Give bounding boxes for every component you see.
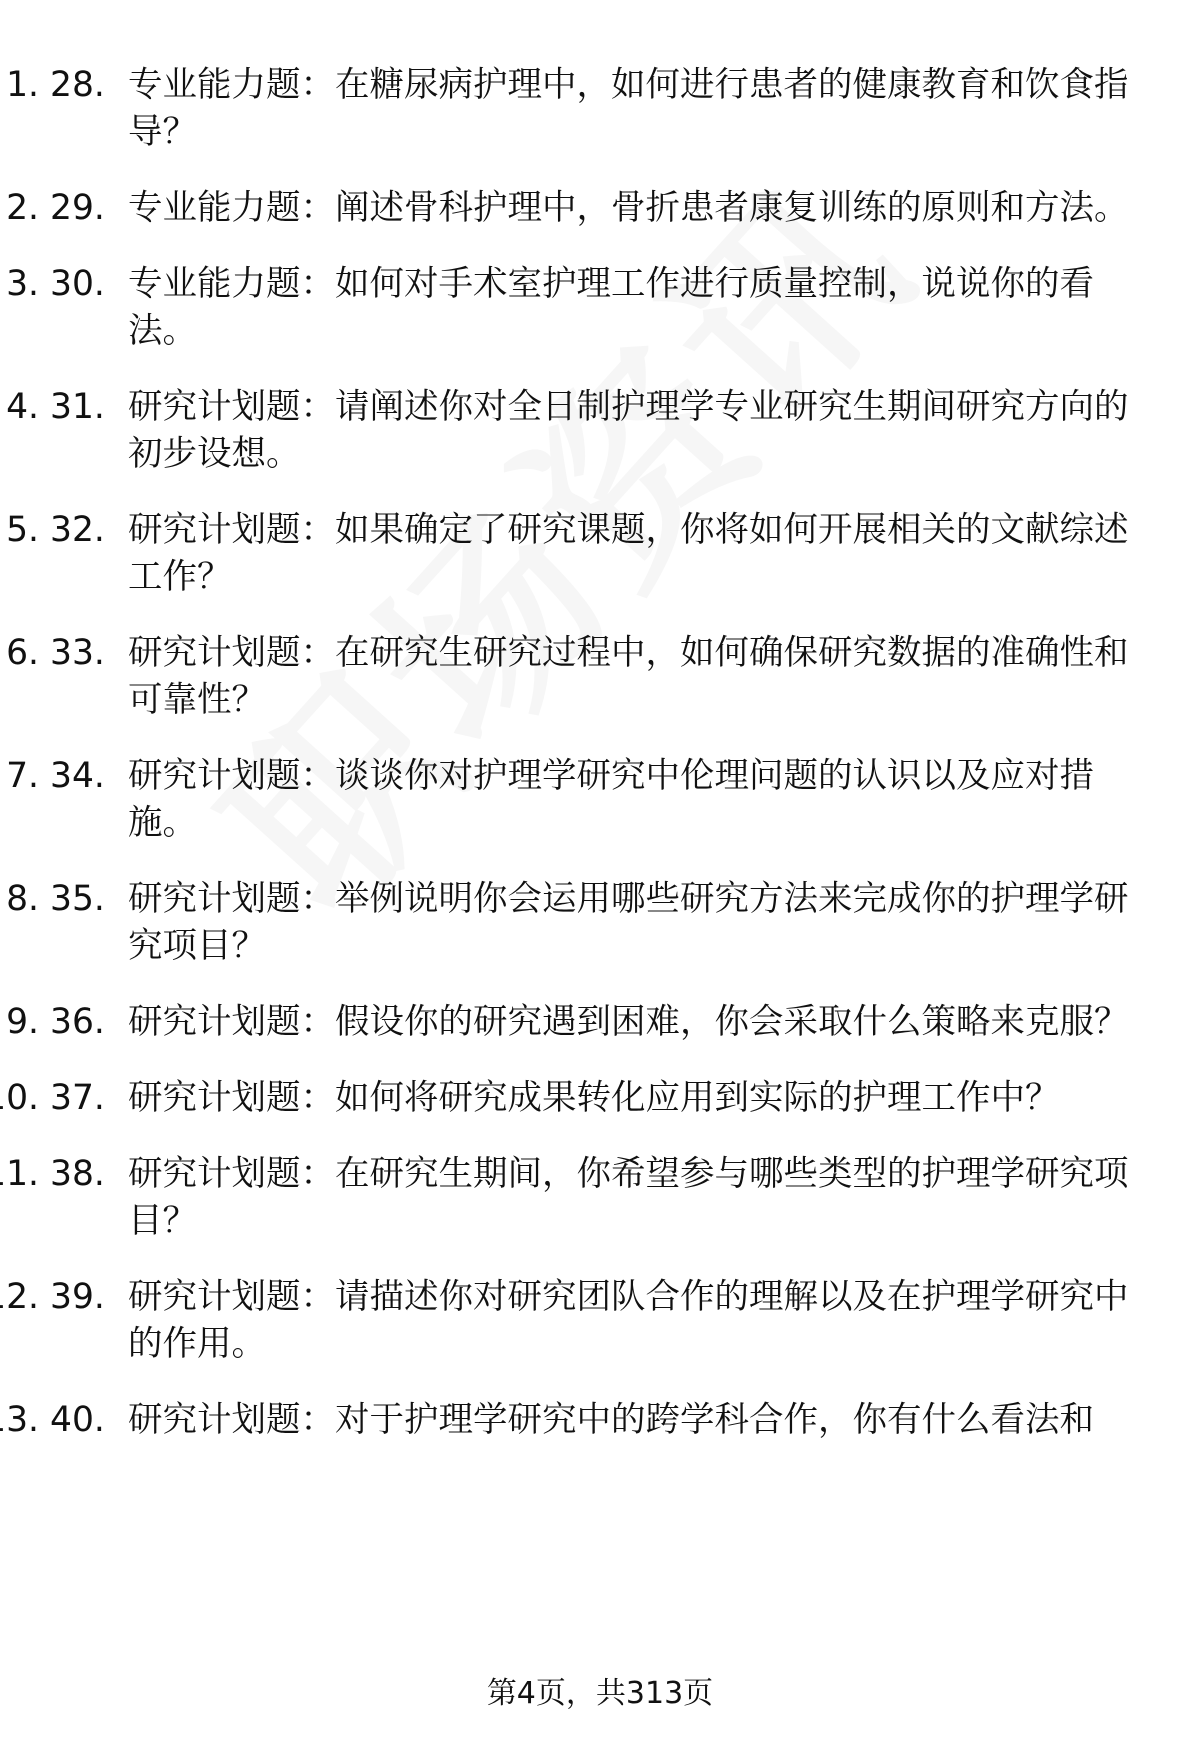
question-number: 2. 29. xyxy=(50,188,105,228)
question-number: 3. 30. xyxy=(50,264,105,304)
question-item xyxy=(50,999,1150,1046)
question-text: 研究计划题：如何将研究成果转化应用到实际的护理工作中？ xyxy=(128,1078,1060,1118)
question-text: 研究计划题：假设你的研究遇到困难，你会采取什么策略来克服？ xyxy=(128,1002,1129,1042)
question-text: 研究计划题：如果确定了研究课题，你将如何开展相关的文献综述工作？ xyxy=(128,510,1129,597)
question-item xyxy=(50,261,1150,355)
question-item xyxy=(50,1397,1150,1444)
question-item xyxy=(50,62,1150,156)
page-footer: 第4页，共313页 xyxy=(486,1676,714,1711)
question-list xyxy=(50,62,1150,1473)
question-number: 5. 32. xyxy=(50,510,105,550)
question-text: 研究计划题：谈谈你对护理学研究中伦理问题的认识以及应对措施。 xyxy=(128,756,1094,843)
question-number: 12. 39. xyxy=(50,1277,105,1317)
question-text: 研究计划题：在研究生研究过程中，如何确保研究数据的准确性和可靠性？ xyxy=(128,633,1129,720)
question-number: 11. 38. xyxy=(50,1154,105,1194)
question-number: 8. 35. xyxy=(50,879,105,919)
question-text: 研究计划题：在研究生期间，你希望参与哪些类型的护理学研究项目？ xyxy=(128,1154,1129,1241)
question-number: 9. 36. xyxy=(50,1002,105,1042)
question-item xyxy=(50,630,1150,724)
question-item xyxy=(50,876,1150,970)
question-number: 4. 31. xyxy=(50,387,105,427)
question-number: 1. 28. xyxy=(50,65,105,105)
question-item xyxy=(50,753,1150,847)
question-item xyxy=(50,185,1150,232)
question-number: 13. 40. xyxy=(50,1400,105,1440)
question-text: 研究计划题：举例说明你会运用哪些研究方法来完成你的护理学研究项目？ xyxy=(128,879,1129,966)
question-number: 6. 33. xyxy=(50,633,105,673)
question-text: 专业能力题：如何对手术室护理工作进行质量控制，说说你的看法。 xyxy=(128,264,1094,351)
question-text: 研究计划题：请描述你对研究团队合作的理解以及在护理学研究中的作用。 xyxy=(128,1277,1129,1364)
question-item xyxy=(50,507,1150,601)
question-item xyxy=(50,1274,1150,1368)
question-item xyxy=(50,1151,1150,1245)
question-item xyxy=(50,384,1150,478)
question-number: 10. 37. xyxy=(50,1078,105,1118)
question-text: 研究计划题：请阐述你对全日制护理学专业研究生期间研究方向的初步设想。 xyxy=(128,387,1129,474)
question-text: 专业能力题：在糖尿病护理中，如何进行患者的健康教育和饮食指导？ xyxy=(128,65,1129,152)
question-text: 研究计划题：对于护理学研究中的跨学科合作，你有什么看法和 xyxy=(128,1400,1094,1440)
question-item xyxy=(50,1075,1150,1122)
question-text: 专业能力题：阐述骨科护理中，骨折患者康复训练的原则和方法。 xyxy=(128,188,1129,228)
question-number: 7. 34. xyxy=(50,756,105,796)
